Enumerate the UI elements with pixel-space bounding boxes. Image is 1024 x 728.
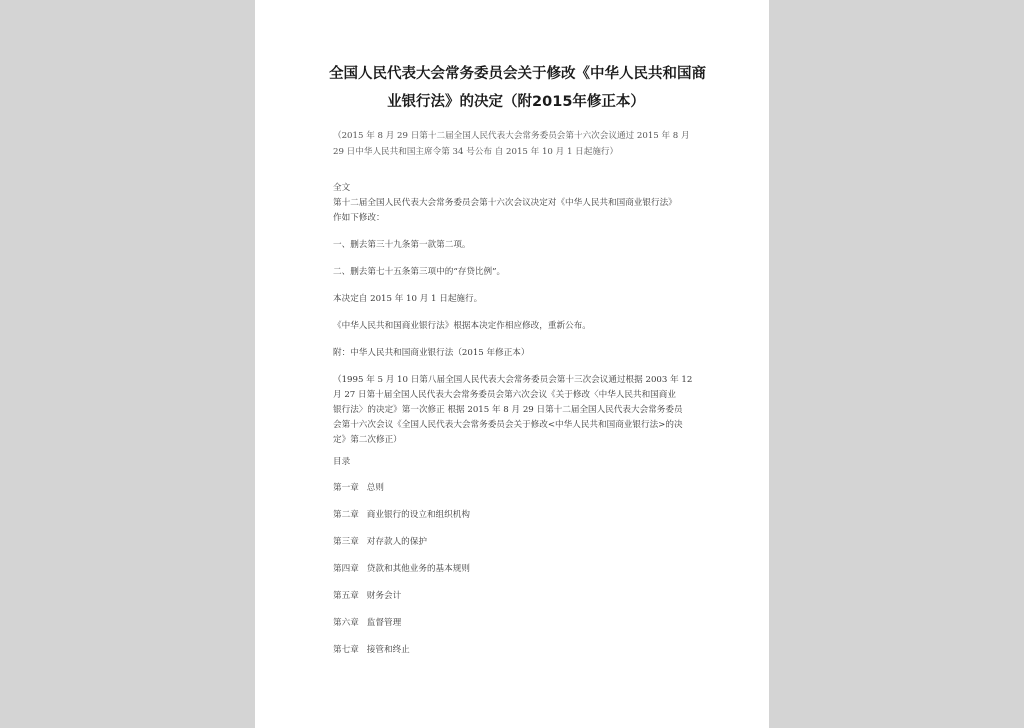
toc-chapter: 第四章 (333, 564, 359, 574)
history-line-1: （1995 年 5 月 10 日第八届全国人民代表大会常务委员会第十三次会议通过根据 2003 年 12 (333, 375, 693, 385)
amendment-1: 一、删去第三十九条第一款第二项。 (333, 240, 471, 250)
amendment-2: 二、删去第七十五条第三项中的“存贷比例”。 (333, 267, 506, 277)
document-page (255, 0, 769, 728)
intro-line-1: 第十二届全国人民代表大会常务委员会第十六次会议决定对《中华人民共和国商业银行法》 (333, 198, 677, 208)
toc-entry-4[interactable] (333, 562, 470, 576)
toc-chapter: 第七章 (333, 645, 359, 655)
title-line-1: 全国人民代表大会常务委员会关于修改《中华人民共和国商 (329, 66, 706, 82)
toc-chapter: 第五章 (333, 591, 359, 601)
history-line-2: 月 27 日第十届全国人民代表大会常务委员会第六次会议《关于修改〈中华人民共和国商业 (333, 390, 676, 400)
intro-paragraph (333, 196, 697, 226)
toc-chapter-title: 财务会计 (366, 591, 402, 601)
toc-entry-6[interactable] (333, 616, 401, 630)
toc-label: 目录 (333, 457, 351, 467)
document-title (329, 60, 706, 116)
toc-entry-2[interactable] (333, 508, 470, 522)
intro-line-2: 作如下修改： (333, 213, 385, 223)
revision-history (333, 373, 697, 448)
full-text-label: 全文 (333, 183, 351, 193)
history-line-4: 会第十六次会议《全国人民代表大会常务委员会关于修改<中华人民共和国商业银行法>的决 (333, 420, 683, 430)
toc-chapter: 第六章 (333, 618, 359, 628)
effective-date: 本决定自 2015 年 10 月 1 日起施行。 (333, 294, 483, 304)
toc-chapter-title: 贷款和其他业务的基本规则 (366, 564, 470, 574)
appendix-title: 附：中华人民共和国商业银行法（2015 年修正本） (333, 348, 530, 358)
toc-chapter-title: 商业银行的设立和组织机构 (366, 510, 470, 520)
toc-chapter: 第三章 (333, 537, 359, 547)
document-meta (333, 128, 697, 160)
meta-line-2: 29 日中华人民共和国主席令第 34 号公布 自 2015 年 10 月 1 日起施行） (333, 147, 619, 157)
toc-chapter-title: 接管和终止 (366, 645, 410, 655)
history-line-5: 定》第二次修正） (333, 435, 402, 445)
toc-entry-5[interactable] (333, 589, 401, 603)
meta-line-1: （2015 年 8 月 29 日第十二届全国人民代表大会常务委员会第十六次会议通过 2015 年 8 月 (333, 131, 690, 141)
toc-chapter-title: 对存款人的保护 (366, 537, 427, 547)
republish-note: 《中华人民共和国商业银行法》根据本决定作相应修改，重新公布。 (333, 321, 591, 331)
toc-chapter-title: 监督管理 (366, 618, 402, 628)
toc-chapter: 第二章 (333, 510, 359, 520)
toc-entry-3[interactable] (333, 535, 427, 549)
history-line-3: 银行法〉的决定》第一次修正 根据 2015 年 8 月 29 日第十二届全国人民代表大会常务委员 (333, 405, 683, 415)
title-line-2: 业银行法》的决定（附2015年修正本） (387, 94, 645, 110)
toc-chapter-title: 总则 (366, 483, 384, 493)
toc-entry-7[interactable] (333, 643, 410, 657)
toc-entry-1[interactable] (333, 481, 384, 495)
toc-chapter: 第一章 (333, 483, 359, 493)
